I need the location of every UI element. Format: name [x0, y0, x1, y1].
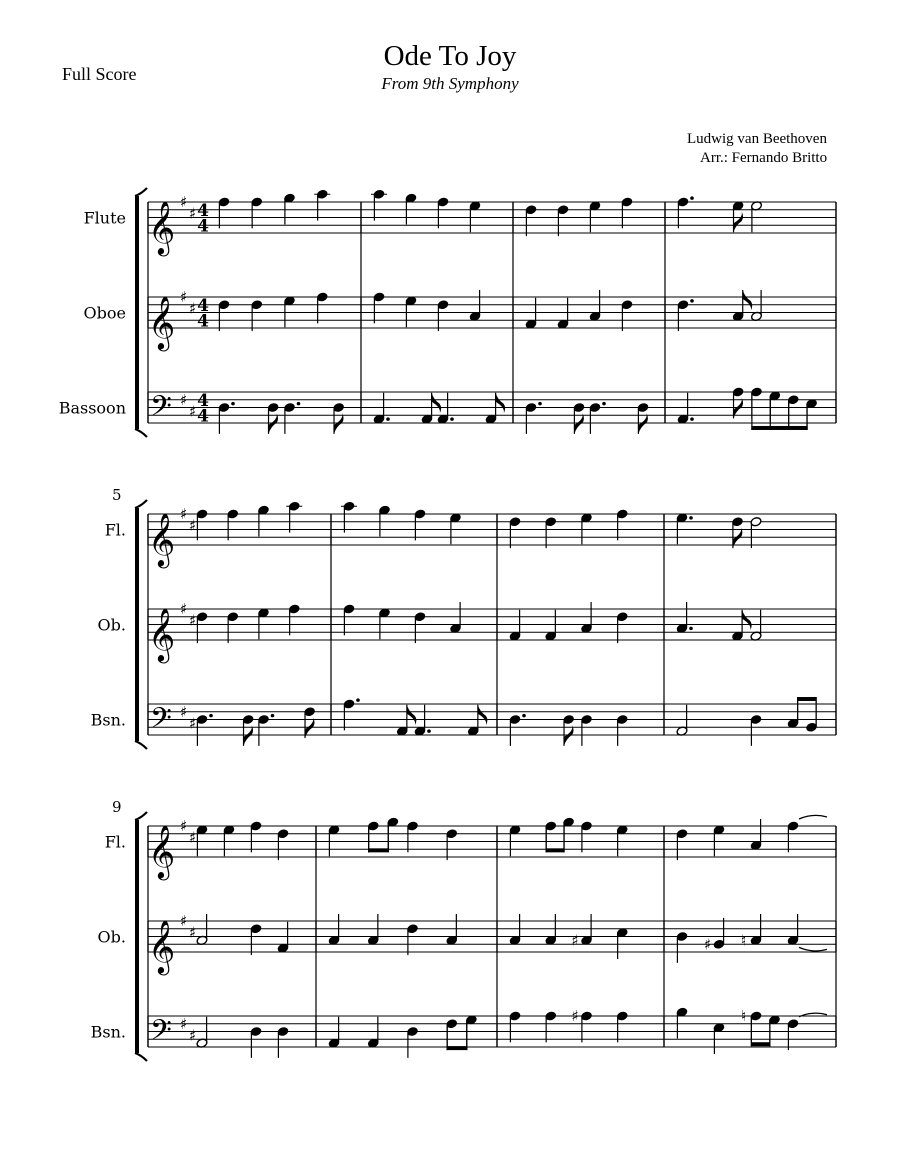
note — [509, 914, 521, 946]
note — [396, 705, 416, 737]
augmentation-dot — [356, 698, 360, 702]
note — [196, 612, 208, 644]
composer-credit: Ludwig van Beethoven — [687, 131, 827, 147]
note — [581, 714, 593, 746]
note — [343, 698, 360, 730]
bracket-hook — [135, 500, 147, 508]
note — [621, 197, 633, 229]
bass-clef-icon: 𝄢 — [150, 390, 172, 431]
time-sig-bottom: 4 — [197, 216, 209, 237]
staff-flute — [84, 189, 836, 256]
note — [414, 509, 426, 541]
note — [250, 924, 262, 956]
instrument-name: Ob. — [97, 615, 126, 635]
eighth-flag — [432, 393, 442, 414]
time-sig-bottom: 4 — [197, 311, 209, 332]
note — [704, 918, 725, 953]
key-sharp-icon: ♯ — [189, 402, 197, 421]
note — [563, 714, 575, 746]
note — [196, 914, 208, 946]
augmentation-dot — [427, 729, 431, 733]
instrument-name: Bassoon — [58, 398, 126, 418]
note — [677, 393, 694, 425]
score-title: Ode To Joy — [383, 40, 517, 72]
note — [373, 393, 390, 425]
key-sharp-icon: ♯ — [189, 828, 197, 847]
staff-bsn — [91, 697, 836, 746]
augmentation-dot — [297, 402, 301, 406]
note — [637, 402, 649, 434]
system — [91, 798, 836, 1061]
note — [732, 610, 752, 642]
note — [284, 296, 296, 328]
note — [196, 509, 208, 541]
bass-clef-icon: 𝄢 — [150, 1014, 172, 1055]
time-sig-top: 4 — [197, 390, 209, 411]
note — [371, 189, 387, 221]
note — [414, 705, 431, 737]
note — [751, 201, 763, 233]
augmentation-dot — [271, 714, 275, 718]
note — [407, 1026, 419, 1058]
note — [467, 705, 487, 737]
note — [196, 1017, 208, 1049]
beam — [751, 426, 807, 430]
note — [581, 513, 593, 545]
note — [616, 714, 628, 746]
note — [277, 829, 289, 861]
note — [713, 825, 725, 857]
note — [676, 513, 693, 545]
staff-fl — [105, 501, 836, 568]
note — [284, 193, 296, 225]
instrument-name: Ob. — [97, 927, 126, 947]
note — [277, 922, 289, 954]
note — [196, 714, 213, 746]
system-bracket — [135, 820, 139, 1053]
bass-clef-icon: 𝄢 — [150, 702, 172, 743]
augmentation-dot — [386, 417, 390, 421]
note — [787, 914, 799, 946]
note — [450, 602, 462, 634]
note — [414, 612, 426, 644]
note — [286, 501, 302, 533]
measure-number: 9 — [112, 798, 122, 816]
note — [223, 825, 235, 857]
note — [446, 829, 458, 861]
note — [787, 821, 799, 853]
note — [750, 819, 762, 851]
system — [59, 188, 836, 437]
augmentation-dot — [689, 516, 693, 520]
eighth-flag — [478, 705, 488, 726]
augmentation-dot — [522, 714, 526, 718]
treble-clef-icon: 𝄞 — [148, 824, 176, 878]
note — [589, 201, 601, 233]
note — [676, 1007, 688, 1039]
instrument-name: Bsn. — [90, 710, 126, 730]
key-sharp-icon: ♯ — [189, 611, 197, 630]
note — [407, 924, 419, 956]
note — [450, 513, 462, 545]
note — [616, 509, 628, 541]
note — [676, 705, 688, 737]
eighth-flag — [734, 211, 744, 232]
note — [677, 196, 694, 228]
bracket-hook — [135, 188, 147, 196]
note — [750, 610, 762, 642]
note — [751, 290, 763, 322]
instrument-name: Oboe — [83, 303, 126, 323]
note — [732, 201, 744, 233]
note — [676, 931, 688, 963]
augmentation-dot — [450, 417, 454, 421]
note — [304, 707, 316, 739]
note — [328, 825, 340, 857]
note — [250, 821, 262, 853]
key-sharp-icon: ♯ — [180, 1014, 188, 1033]
note — [288, 604, 300, 636]
note — [589, 402, 606, 434]
system-bracket — [135, 508, 139, 741]
instrument-name: Flute — [83, 208, 126, 228]
note — [509, 517, 521, 549]
note — [750, 714, 762, 746]
note — [616, 1011, 628, 1043]
instrument-name: Fl. — [104, 832, 126, 852]
note — [437, 197, 449, 229]
augmentation-dot — [231, 402, 235, 406]
note — [405, 296, 417, 328]
note — [589, 290, 601, 322]
note — [509, 610, 521, 642]
note — [469, 290, 481, 322]
note — [328, 1017, 340, 1049]
sharp-accidental-icon: ♯ — [704, 935, 712, 954]
eighth-flag — [496, 393, 506, 414]
note — [713, 1022, 725, 1054]
note — [616, 825, 628, 857]
note — [267, 402, 279, 434]
note — [581, 602, 593, 634]
note — [557, 205, 569, 237]
key-sharp-icon: ♯ — [180, 390, 188, 409]
note — [333, 402, 345, 434]
key-sharp-icon: ♯ — [180, 193, 188, 211]
note — [677, 299, 694, 331]
eighth-flag — [743, 290, 753, 311]
instrument-name: Bsn. — [90, 1022, 126, 1042]
note — [314, 189, 330, 221]
note — [545, 914, 557, 946]
treble-clef-icon: 𝄞 — [148, 200, 176, 254]
note — [545, 517, 557, 549]
note — [379, 608, 391, 640]
note — [469, 201, 481, 233]
key-sharp-icon: ♯ — [180, 505, 188, 523]
note — [343, 604, 355, 636]
key-sharp-icon: ♯ — [189, 204, 197, 223]
measure-number: 5 — [112, 486, 122, 504]
note — [227, 509, 239, 541]
note — [341, 501, 357, 533]
note — [218, 197, 230, 229]
augmentation-dot — [538, 402, 542, 406]
note — [621, 300, 633, 332]
note — [525, 402, 542, 434]
note — [251, 197, 263, 229]
key-sharp-icon: ♯ — [180, 912, 188, 930]
tie — [799, 815, 827, 819]
note — [509, 714, 526, 746]
eighth-flag — [742, 610, 752, 631]
note — [258, 608, 270, 640]
staff-fl — [105, 815, 836, 880]
bracket-hook — [135, 1053, 147, 1061]
note — [525, 205, 537, 237]
note — [509, 825, 521, 857]
eighth-flag — [407, 705, 417, 726]
note — [676, 602, 693, 634]
system — [91, 486, 836, 749]
note — [373, 292, 385, 324]
bracket-hook — [135, 812, 147, 820]
note — [557, 298, 569, 330]
note — [676, 829, 688, 861]
note — [367, 1017, 379, 1049]
note — [573, 402, 585, 434]
note — [316, 292, 328, 324]
augmentation-dot — [690, 299, 694, 303]
note — [545, 610, 557, 642]
note — [405, 193, 417, 225]
note — [787, 1019, 799, 1051]
note — [616, 612, 628, 644]
staff-bassoon — [59, 387, 836, 434]
treble-clef-icon: 𝄞 — [148, 295, 176, 349]
staff-ob — [98, 912, 836, 975]
note — [242, 714, 254, 746]
note — [616, 927, 628, 959]
key-sharp-icon: ♯ — [189, 714, 197, 733]
note — [485, 393, 505, 425]
note — [732, 517, 744, 549]
augmentation-dot — [690, 196, 694, 200]
note — [545, 1011, 557, 1043]
staff-bsn — [91, 1007, 836, 1058]
beam — [368, 848, 389, 852]
augmentation-dot — [690, 417, 694, 421]
note — [367, 914, 379, 946]
note — [509, 1011, 521, 1043]
note — [258, 714, 275, 746]
bracket-hook — [135, 741, 147, 749]
beam — [546, 848, 565, 852]
beam — [447, 1046, 468, 1050]
arranger-credit: Arr.: Fernando Britto — [700, 150, 828, 166]
staff-ob — [98, 600, 836, 663]
note — [196, 825, 208, 857]
note — [750, 517, 762, 549]
treble-clef-icon: 𝄞 — [148, 512, 176, 566]
beam — [751, 1042, 771, 1046]
note — [218, 300, 230, 332]
key-sharp-icon: ♯ — [180, 702, 188, 721]
note — [218, 402, 235, 434]
note — [407, 821, 419, 853]
key-sharp-icon: ♯ — [180, 288, 188, 306]
key-sharp-icon: ♯ — [180, 817, 188, 835]
system-bracket — [135, 196, 139, 429]
key-sharp-icon: ♯ — [189, 1026, 197, 1045]
time-sig-bottom: 4 — [197, 406, 209, 427]
full-score-label: Full Score — [62, 64, 137, 84]
augmentation-dot — [602, 402, 606, 406]
beam — [797, 697, 817, 701]
note — [284, 402, 301, 434]
note — [258, 505, 270, 537]
augmentation-dot — [689, 627, 693, 631]
note — [227, 612, 239, 644]
note — [732, 290, 752, 322]
time-sig-top: 4 — [197, 200, 209, 221]
note — [437, 300, 449, 332]
sharp-accidental-icon: ♯ — [571, 931, 579, 950]
note — [525, 298, 537, 330]
bracket-hook — [135, 429, 147, 437]
staff-oboe — [84, 288, 836, 351]
instrument-name: Fl. — [104, 520, 126, 540]
natural-accidental-icon: ♮ — [741, 931, 747, 950]
time-sig-top: 4 — [197, 295, 209, 316]
note — [446, 914, 458, 946]
augmentation-dot — [209, 714, 213, 718]
key-sharp-icon: ♯ — [189, 516, 197, 535]
note — [379, 505, 391, 537]
key-sharp-icon: ♯ — [189, 299, 197, 318]
treble-clef-icon: 𝄞 — [148, 607, 176, 661]
note — [572, 1007, 593, 1042]
natural-accidental-icon: ♮ — [741, 1007, 747, 1025]
note — [328, 914, 340, 946]
note — [277, 1026, 289, 1058]
note — [732, 387, 744, 419]
key-sharp-icon: ♯ — [180, 600, 188, 618]
sharp-accidental-icon: ♯ — [571, 1007, 579, 1025]
note — [581, 821, 593, 853]
note — [250, 1026, 262, 1058]
note — [251, 300, 263, 332]
score-subtitle: From 9th Symphony — [381, 74, 519, 93]
key-sharp-icon: ♯ — [189, 923, 197, 942]
treble-clef-icon: 𝄞 — [148, 919, 176, 973]
tie — [799, 947, 827, 951]
